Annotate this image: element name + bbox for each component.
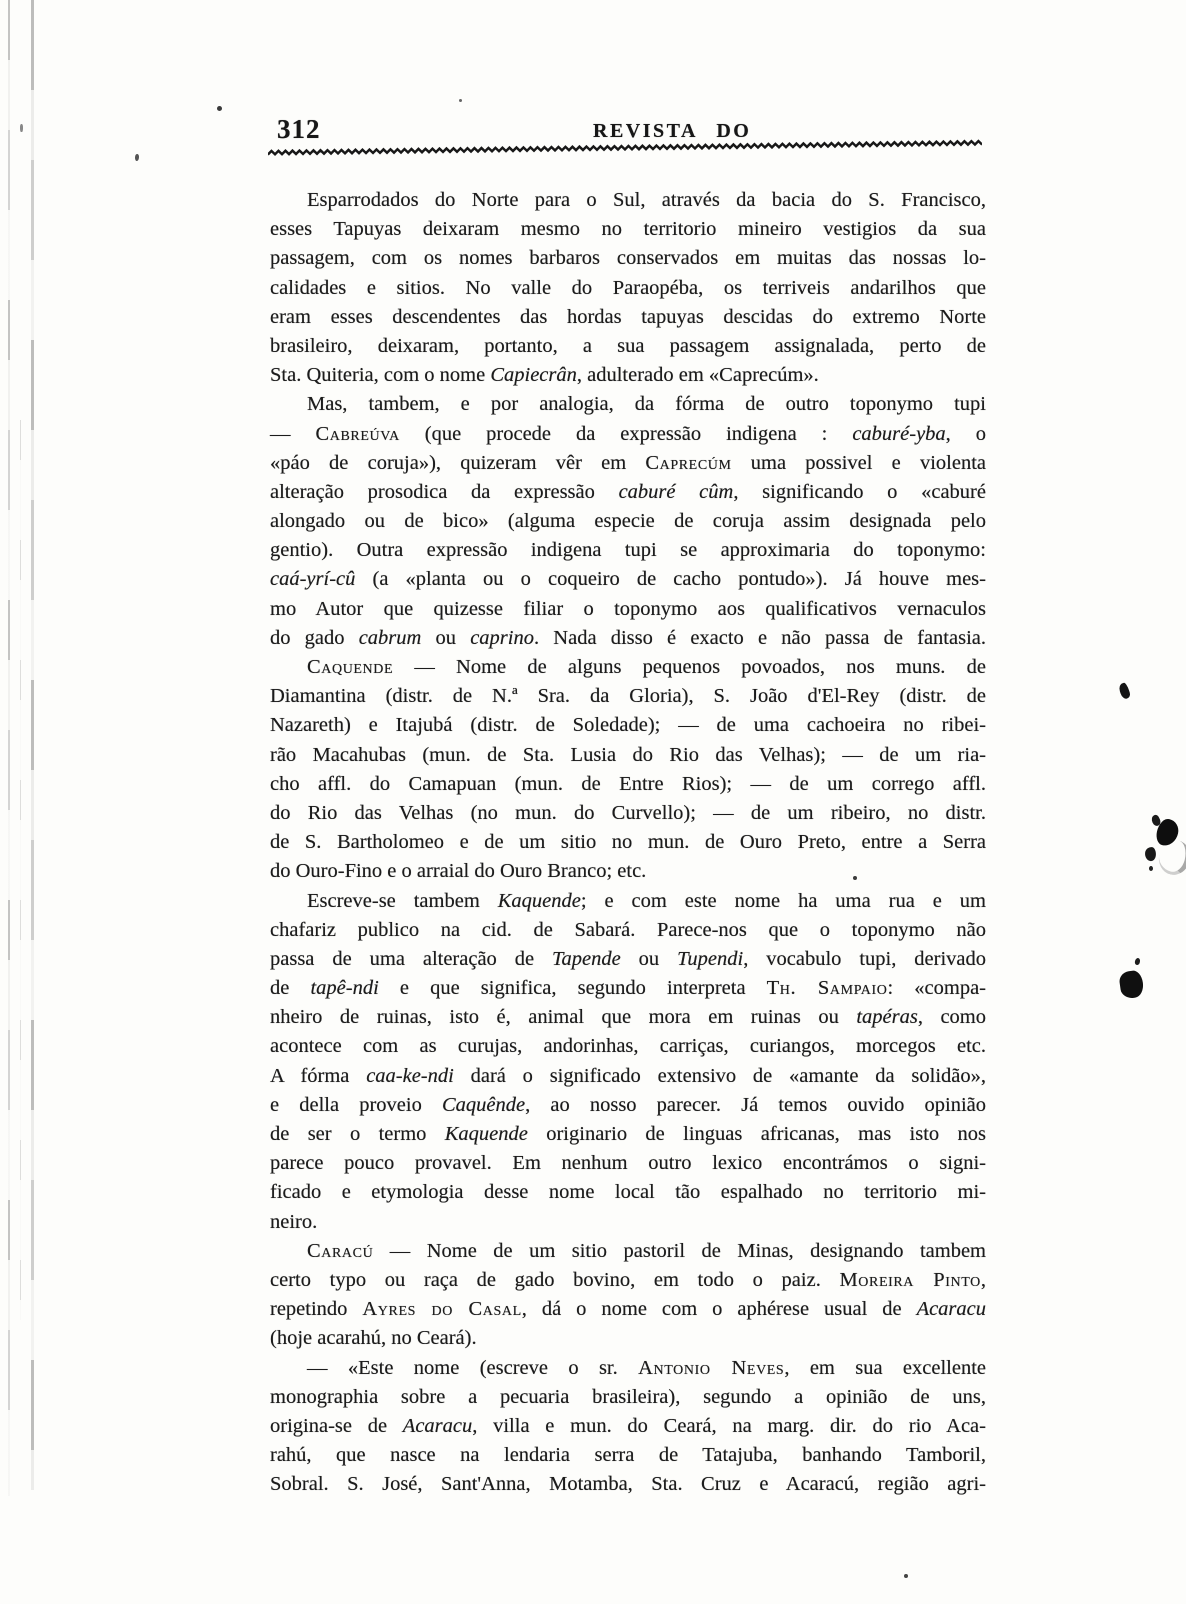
- text-run: , em sua excellente: [784, 1356, 987, 1379]
- ink-speck: [459, 99, 462, 102]
- text-run: , dá o nome com o aphérese usual de: [521, 1298, 917, 1321]
- text-run: Tapende: [552, 947, 621, 970]
- text-run: e della proveio: [270, 1093, 442, 1116]
- text-run: , villa e mun. do Ceará, na marg. dir. do rio Aca-: [472, 1414, 986, 1437]
- text-line: [270, 1412, 986, 1441]
- text-line: [270, 1383, 986, 1412]
- text-line: [270, 565, 986, 594]
- text-line: [270, 303, 986, 332]
- ink-blot: [1150, 814, 1162, 827]
- text-line: [270, 887, 986, 916]
- text-run: caa-ke-ndi: [366, 1064, 454, 1087]
- text-run: , como: [917, 1006, 987, 1029]
- text-run: eram esses descendentes das hordas tapuyas descidas do extremo Norte: [270, 305, 986, 328]
- text-line: [270, 1032, 986, 1061]
- text-line: [270, 420, 986, 449]
- text-line: [270, 974, 986, 1003]
- text-run: Diamantina (distr. de N.ª Sra. da Gloria), S. João d'El-Rey (distr. de: [270, 685, 986, 708]
- running-title: REVISTA DO: [593, 120, 752, 142]
- text-line: [270, 361, 986, 390]
- text-run: de ser o termo: [270, 1123, 445, 1145]
- text-run: dará o significado extensivo de «amante da solidão»,: [453, 1064, 986, 1087]
- text-line: [270, 857, 986, 886]
- text-run: Kaquende: [497, 889, 581, 912]
- text-run: — Nome de um sitio pastoril de Minas, designando tambem: [373, 1239, 986, 1262]
- text-run: Acaracu: [402, 1414, 473, 1437]
- binding-shadow-line: [20, 420, 21, 1320]
- text-run: Antonio Neves: [638, 1356, 785, 1379]
- text-run: uma possivel e violenta: [731, 451, 986, 474]
- text-run: Tupendi: [677, 947, 744, 970]
- text-line: [270, 244, 986, 273]
- text-line: [270, 1441, 986, 1470]
- text-line: [270, 390, 986, 419]
- text-line: [270, 595, 986, 624]
- ink-blot: [1155, 837, 1186, 878]
- text-run: caprino: [470, 626, 534, 649]
- text-run: brasileiro, deixaram, portanto, a sua passagem assignalada, perto de: [270, 334, 986, 357]
- text-run: A fórma: [270, 1064, 367, 1087]
- text-run: rão Macahubas (mun. de Sta. Lusia do Rio das Velhas); — de um ria-: [270, 743, 986, 766]
- text-run: cho affl. do Camapuan (mun. de Entre Rios); — de um corrego affl.: [270, 772, 986, 795]
- text-run: originario de linguas africanas, mas isto nos: [527, 1123, 986, 1145]
- text-run: Sobral. S. José, Sant'Anna, Motamba, Sta. Cruz e Acaracú, região agri-: [270, 1473, 986, 1496]
- text-run: ou: [620, 947, 678, 970]
- paragraph-kaquende: [270, 887, 986, 1237]
- text-run: nheiro de ruinas, isto é, animal que mora em ruinas ou: [270, 1006, 857, 1029]
- text-run: acontece com as curujas, andorinhas, carriças, curiangos, morcegos etc.: [270, 1035, 986, 1058]
- text-run: Caracú: [307, 1239, 374, 1262]
- text-run: ,: [980, 1268, 986, 1291]
- text-run: tapê-ndi: [310, 977, 379, 1000]
- text-line: [270, 478, 986, 507]
- paragraph-caquende: [270, 653, 986, 887]
- text-run: ou: [421, 626, 471, 649]
- paragraph-cabreuva: [270, 390, 986, 653]
- text-run: parece pouco provavel. Em nenhum outro lexico encontrámos o signi-: [270, 1152, 986, 1175]
- text-line: [270, 1354, 986, 1383]
- text-run: Ayres do Casal: [362, 1298, 522, 1321]
- text-run: certo typo ou raça de gado bovino, em todo o paiz.: [270, 1268, 840, 1291]
- text-line: [270, 1062, 986, 1091]
- paragraph-esparrodados: [270, 186, 986, 390]
- text-run: mo Autor que quizesse filiar o toponymo aos qualificativos vernaculos: [270, 597, 986, 620]
- text-run: caá-yrí-cû: [270, 568, 356, 591]
- text-run: Caprecúm: [645, 451, 732, 474]
- text-run: Acaracu: [916, 1298, 987, 1321]
- text-run: gentio). Outra expressão indigena tupi se approximaria do toponymo:: [270, 539, 986, 562]
- text-run: do Ouro-Fino e o arraial do Ouro Branco; etc.: [270, 860, 647, 883]
- ink-blot: [1154, 817, 1180, 848]
- text-run: calidades e sitios. No valle do Paraopéba, os terriveis andarilhos que: [270, 276, 986, 299]
- text-line: [270, 1237, 986, 1266]
- text-line: [270, 1149, 986, 1178]
- text-run: (a «planta ou o coqueiro de cacho pontudo»). Já houve mes-: [355, 568, 986, 591]
- text-run: cabrum: [358, 626, 422, 649]
- text-run: Sta. Quiteria, com o nome: [270, 364, 491, 387]
- text-line: [270, 741, 986, 770]
- text-line: [270, 1470, 986, 1499]
- text-run: , vocabulo tupi, derivado: [743, 947, 987, 970]
- text-run: Caquênde: [441, 1093, 526, 1116]
- text-run: monographia sobre a pecuaria brasileira), segundo a opinião de uns,: [270, 1385, 986, 1408]
- text-line: [270, 653, 986, 682]
- ink-blot: [1118, 682, 1132, 700]
- ink-speck: [20, 124, 23, 132]
- text-line: [270, 536, 986, 565]
- text-line: [270, 1091, 986, 1120]
- text-run: repetindo: [270, 1298, 363, 1321]
- text-line: [270, 828, 986, 857]
- ink-speck: [135, 154, 139, 161]
- text-line: [270, 332, 986, 361]
- text-run: . Nada disso é exacto e não passa de fantasia.: [533, 626, 987, 649]
- text-run: : «compa-: [887, 977, 987, 1000]
- text-run: Mas, tambem, e por analogia, da fórma de outro toponymo tupi: [307, 393, 986, 416]
- text-run: rahú, que nasce na lendaria serra de Tatajuba, banhando Tamboril,: [270, 1444, 986, 1467]
- text-run: Escreve-se tambem: [307, 889, 498, 912]
- paragraph-antonio-neves: [270, 1354, 986, 1500]
- text-run: Capiecrân: [490, 364, 577, 387]
- text-run: , o: [945, 422, 987, 445]
- text-line: [270, 215, 986, 244]
- text-run: Nazareth) e Itajubá (distr. de Soledade); — de uma cachoeira no ribei-: [270, 714, 986, 737]
- text-run: alteração prosodica da expressão: [270, 480, 619, 503]
- text-line: [270, 945, 986, 974]
- text-run: «páo de coruja»), quizeram vêr em: [270, 451, 646, 474]
- text-line: [270, 186, 986, 215]
- text-block: [270, 186, 986, 1499]
- text-run: Kaquende: [444, 1123, 528, 1145]
- text-run: , adulterado em «Caprecúm».: [576, 364, 819, 387]
- text-run: , significando o «caburé: [733, 480, 986, 503]
- text-line: [270, 916, 986, 945]
- text-line: [270, 799, 986, 828]
- text-run: —: [270, 422, 316, 445]
- ink-blot: [1149, 866, 1153, 871]
- text-run: e que significa, segundo interpreta: [378, 977, 767, 1000]
- text-line: [270, 1003, 986, 1032]
- text-line: [270, 1295, 986, 1324]
- text-run: — Nome de alguns pequenos povoados, nos muns. de: [393, 656, 986, 678]
- paragraph-caracu: [270, 1237, 986, 1354]
- text-run: caburé cûm: [618, 480, 734, 503]
- ink-blot: [1144, 846, 1157, 861]
- text-run: esses Tapuyas deixaram mesmo no territorio mineiro vestigios da sua: [270, 218, 986, 241]
- text-run: — «Este nome (escreve o sr.: [307, 1356, 639, 1379]
- text-run: caburé-yba: [852, 422, 946, 445]
- ink-speck: [217, 106, 222, 111]
- text-run: Cabreúva: [315, 422, 400, 445]
- text-line: [270, 1208, 986, 1237]
- text-run: alongado ou de bico» (alguma especie de coruja assim designada pelo: [270, 510, 986, 533]
- text-run: passagem, com os nomes barbaros conservados em muitas das nossas lo-: [270, 247, 986, 270]
- text-line: [270, 449, 986, 478]
- ink-blot: [1118, 970, 1145, 1000]
- text-run: Moreira Pinto: [839, 1268, 981, 1291]
- text-run: ficado e etymologia desse nome local tão espalhado no territorio mi-: [270, 1181, 986, 1204]
- ink-speck: [904, 1574, 908, 1578]
- text-run: ; e com este nome ha uma rua e um: [580, 889, 987, 912]
- text-run: tapéras: [856, 1006, 918, 1029]
- text-run: de: [270, 977, 311, 1000]
- page-number: 312: [277, 114, 321, 144]
- text-line: [270, 507, 986, 536]
- text-run: neiro.: [270, 1210, 318, 1233]
- text-run: Esparrodados do Norte para o Sul, através da bacia do S. Francisco,: [307, 189, 986, 211]
- text-line: [270, 624, 986, 653]
- text-run: Caquende: [307, 656, 394, 678]
- text-run: Th. Sampaio: [766, 977, 888, 1000]
- text-run: , ao nosso parecer. Já temos ouvido opinião: [525, 1093, 986, 1116]
- text-run: de S. Bartholomeo e de um sitio no mun. de Ouro Preto, entre a Serra: [270, 831, 986, 854]
- text-run: do Rio das Velhas (no mun. do Curvello); — de um ribeiro, no distr.: [270, 801, 986, 824]
- ink-blot: [1134, 957, 1141, 965]
- text-line: [270, 711, 986, 740]
- text-run: do gado: [270, 626, 359, 649]
- binding-shadow-line: [31, 0, 34, 1490]
- text-line: [270, 682, 986, 711]
- text-line: [270, 770, 986, 799]
- text-run: passa de uma alteração de: [270, 947, 553, 970]
- text-run: origina-se de: [270, 1414, 403, 1437]
- text-line: [270, 1324, 986, 1353]
- text-line: [270, 1120, 986, 1149]
- binding-shadow-line: [8, 0, 10, 1496]
- text-run: (que procede da expressão indigena :: [399, 422, 853, 445]
- text-run: chafariz publico na cid. de Sabará. Parece-nos que o toponymo não: [270, 918, 986, 941]
- text-line: [270, 1178, 986, 1207]
- text-line: [270, 1266, 986, 1295]
- text-run: (hoje acarahú, no Ceará).: [270, 1327, 477, 1350]
- text-line: [270, 274, 986, 303]
